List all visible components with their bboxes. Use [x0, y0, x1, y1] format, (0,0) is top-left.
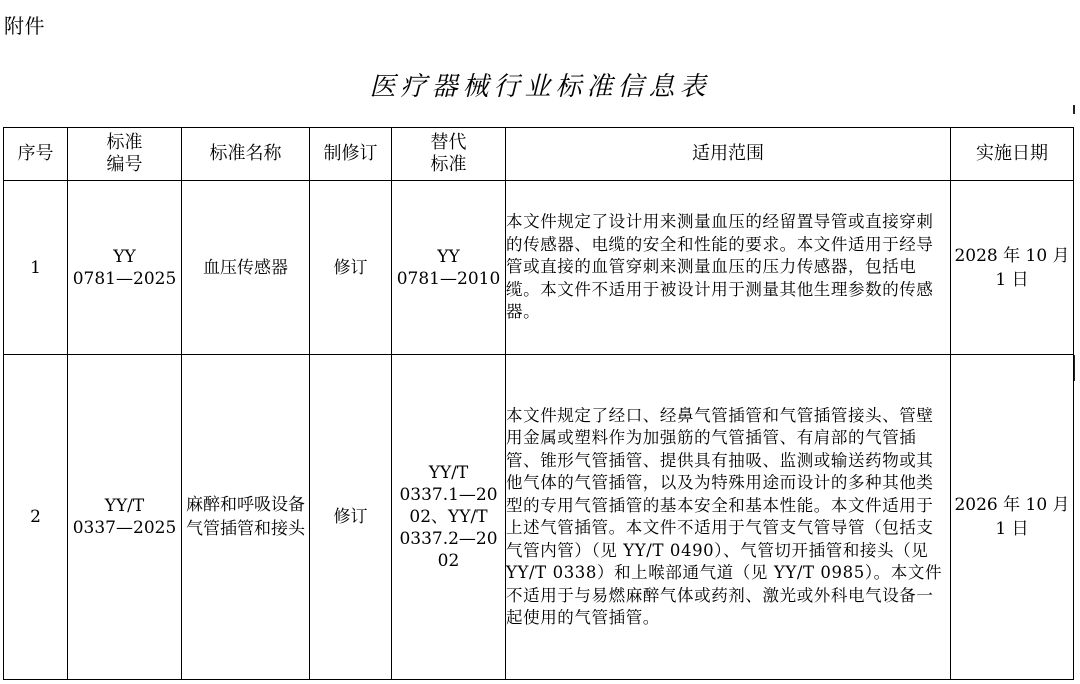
page-edge-mark	[1073, 105, 1075, 114]
cell-code: YY 0781—2025	[68, 181, 182, 355]
document-title: 医疗器械行业标准信息表	[369, 72, 711, 102]
cell-code: YY/T 0337—2025	[68, 355, 182, 680]
cell-name: 血压传感器	[182, 181, 310, 355]
header-revise: 制修订	[310, 128, 392, 181]
cell-revise: 修订	[310, 181, 392, 355]
cell-date: 2026 年 10 月 1 日	[951, 355, 1074, 680]
header-code: 标准 编号	[68, 128, 182, 181]
cell-revise: 修订	[310, 355, 392, 680]
cell-name: 麻醉和呼吸设备 气管插管和接头	[182, 355, 310, 680]
header-seq: 序号	[4, 128, 68, 181]
table-header-row	[4, 128, 1074, 181]
cell-scope: 本文件规定了经口、经鼻气管插管和气管插管接头、管壁用金属或塑料作为加强筋的气管插管、有肩部的气管插管、锥形气管插管、提供具有抽吸、监测或输送药物或其他气体的气管插管，以及为特殊用途而设计的多种其他类型的专用气管插管的基本安全和基本性能。本文件适用于上述气管插管。本文件不适用于气管支气管导管（包括支气管内管）（见 YY/T 0490）、气管切开插管和接头（见 YY/T 0338）和上喉部通气道（见 YY/T 0985）。本文件不适用于与易燃麻醉气体或药剂、激光或外科电气设备一起使用的气管插管。	[506, 355, 951, 680]
cell-date: 2028 年 10 月 1 日	[951, 181, 1074, 355]
header-date: 实施日期	[951, 128, 1074, 181]
cell-seq: 1	[4, 181, 68, 355]
cell-seq: 2	[4, 355, 68, 680]
header-name: 标准名称	[182, 128, 310, 181]
attachment-label: 附件	[4, 14, 45, 38]
cell-scope: 本文件规定了设计用来测量血压的经留置导管或直接穿刺的传感器、电缆的安全和性能的要求。本文件适用于经导管或直接的血管穿刺来测量血压的压力传感器，包括电缆。本文件不适用于被设计用于测量其他生理参数的传感器。	[506, 181, 951, 355]
header-replace: 替代 标准	[392, 128, 506, 181]
standards-table	[3, 127, 1074, 680]
table-row	[4, 355, 1074, 680]
header-scope: 适用范围	[506, 128, 951, 181]
table-row	[4, 181, 1074, 355]
cell-replace: YY 0781—2010	[392, 181, 506, 355]
cell-replace: YY/T 0337.1—20 02、YY/T 0337.2—20 02	[392, 355, 506, 680]
